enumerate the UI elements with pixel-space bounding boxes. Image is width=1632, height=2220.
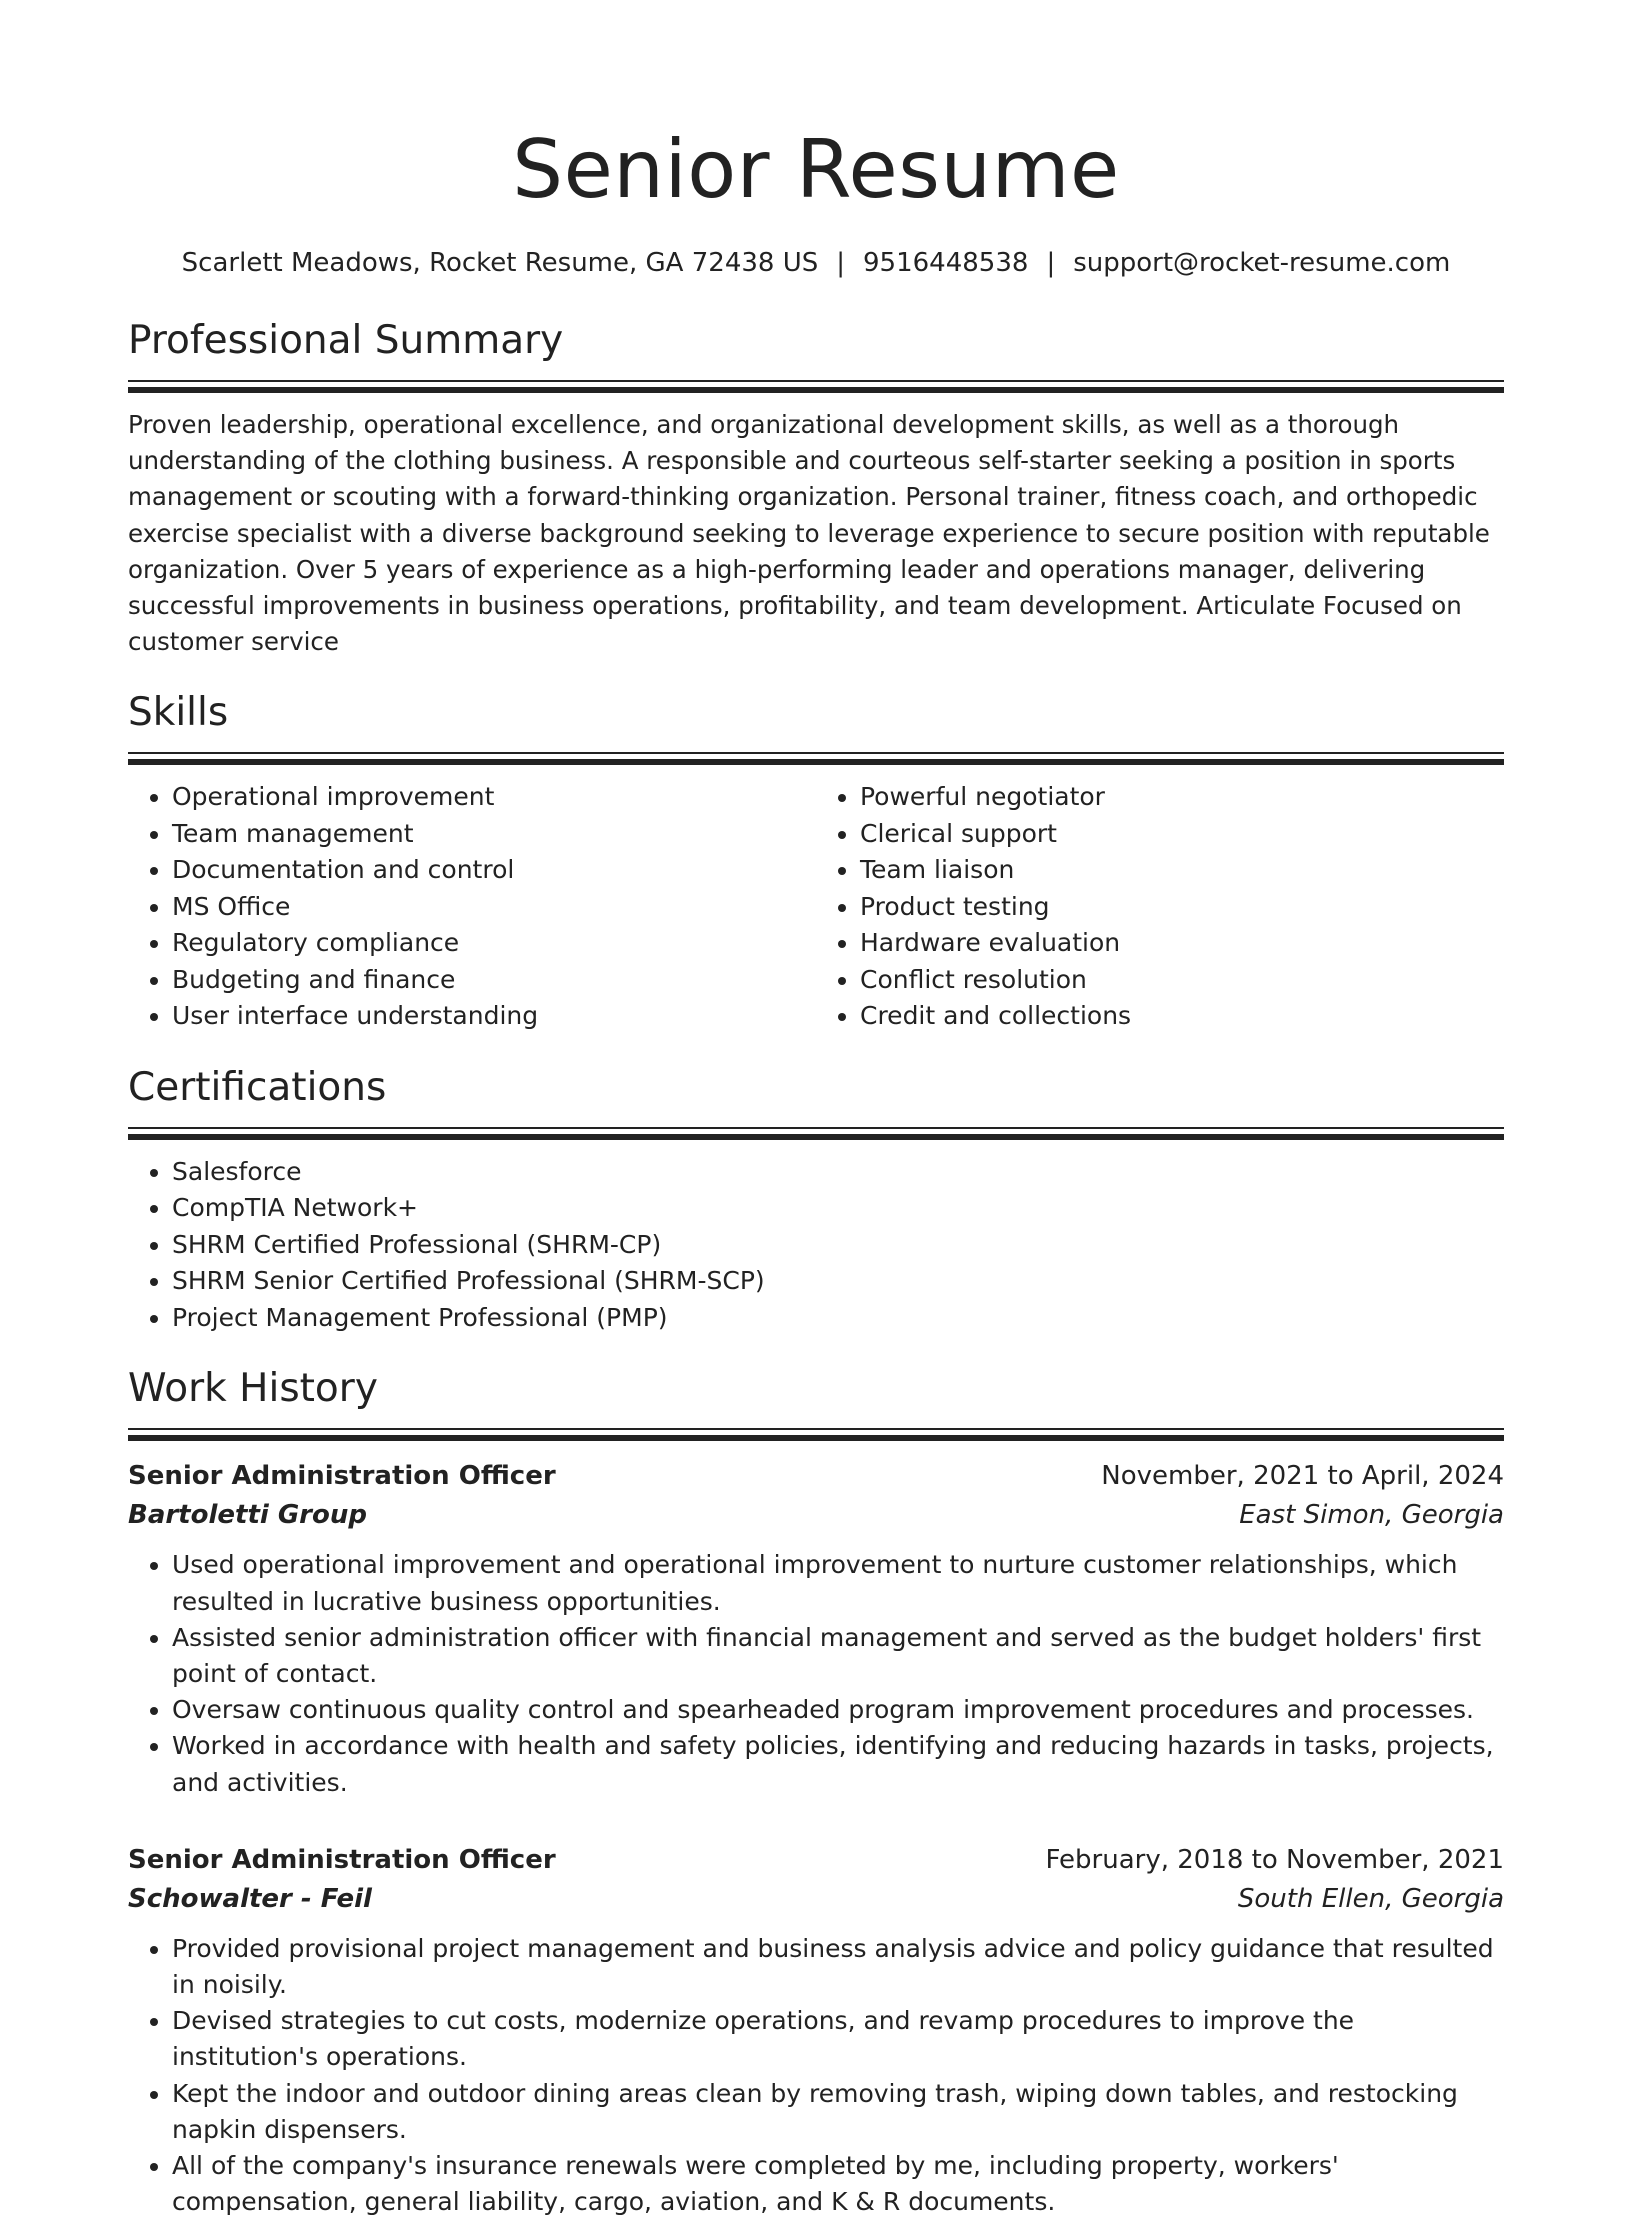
skill-item: • Hardware evaluation [860, 925, 1504, 962]
contact-email: support@rocket-resume.com [1073, 248, 1451, 278]
job-bullet: • Provided provisional project management and business analysis advice and policy guidance that resulted in noisily. [172, 1931, 1504, 2003]
certifications-list [128, 1154, 1504, 1337]
job-bullet: • Assisted senior administration officer with financial management and served as the budget holders' first point of contact. [172, 1620, 1504, 1692]
skill-item: • Budgeting and finance [172, 962, 816, 999]
job-bullet: • Kept the indoor and outdoor dining areas clean by removing trash, wiping down tables, and restocking napkin dispensers. [172, 2076, 1504, 2148]
job-entry [128, 1841, 1504, 2220]
skill-item: • Product testing [860, 889, 1504, 926]
job-bullet: • Worked in accordance with health and safety policies, identifying and reducing hazards in tasks, projects, and activities. [172, 1728, 1504, 1800]
skills-list-left [128, 779, 816, 1035]
contact-separator: | [836, 248, 846, 278]
contact-address: Scarlett Meadows, Rocket Resume, GA 72438 US [181, 248, 819, 278]
certification-item: • SHRM Certified Professional (SHRM-CP) [172, 1227, 1504, 1264]
summary-section [128, 316, 1504, 660]
summary-text: Proven leadership, operational excellence, and organizational development skills, as well as a thorough understanding of the clothing business. A responsible and courteous self-starter seeking a position in sports management or scouting with a forward-thinking organization. Personal trainer, fitness coach, and orthopedic exercise specialist with a diverse background seeking to leverage experience to secure position with reputable organization. Over 5 years of experience as a high-performing leader and operations manager, delivering successful improvements in business operations, profitability, and team development. Articulate Focused on customer service [128, 410, 1490, 657]
skill-item: • Clerical support [860, 816, 1504, 853]
contact-line [128, 246, 1504, 280]
certification-item: • Salesforce [172, 1154, 1504, 1191]
certifications-section [128, 1063, 1504, 1337]
skill-item: • MS Office [172, 889, 816, 926]
contact-phone: 9516448538 [863, 248, 1029, 278]
section-divider [128, 1428, 1504, 1441]
job-header [128, 1457, 1504, 1495]
skill-item: • Documentation and control [172, 852, 816, 889]
section-divider [128, 752, 1504, 765]
certification-item: • SHRM Senior Certified Professional (SHRM-SCP) [172, 1263, 1504, 1300]
job-dates: February, 2018 to November, 2021 [1045, 1844, 1504, 1875]
job-company: Schowalter - Feil [128, 1883, 372, 1914]
section-heading: Skills [128, 690, 229, 736]
resume-title: Senior Resume [512, 123, 1120, 216]
skill-item: • Team management [172, 816, 816, 853]
skills-list-right [816, 779, 1504, 1035]
job-bullets [128, 1547, 1504, 1800]
section-heading: Certifications [128, 1064, 387, 1110]
job-bullet: • All of the company's insurance renewals were completed by me, including property, workers' compensation, general liability, cargo, aviation, and K & R documents. [172, 2148, 1504, 2220]
skill-item: • Operational improvement [172, 779, 816, 816]
skill-item: • Credit and collections [860, 998, 1504, 1035]
job-subheader [128, 1879, 1504, 1919]
skill-item: • User interface understanding [172, 998, 816, 1035]
certification-item: • Project Management Professional (PMP) [172, 1300, 1504, 1337]
job-company: Bartoletti Group [128, 1500, 367, 1531]
job-entry [128, 1457, 1504, 1800]
skill-item: • Powerful negotiator [860, 779, 1504, 816]
job-subheader [128, 1495, 1504, 1535]
section-divider [128, 380, 1504, 393]
work-history-section [128, 1364, 1504, 2220]
job-bullet: • Used operational improvement and operational improvement to nurture customer relationships, which resulted in lucrative business opportunities. [172, 1547, 1504, 1619]
job-header [128, 1841, 1504, 1879]
job-location: East Simon, Georgia [1239, 1500, 1504, 1531]
job-bullet: • Devised strategies to cut costs, modernize operations, and revamp procedures to improve the institution's operations. [172, 2003, 1504, 2075]
certification-item: • CompTIA Network+ [172, 1190, 1504, 1227]
skills-columns [128, 779, 1504, 1035]
job-title: Senior Administration Officer [128, 1844, 556, 1875]
job-bullets [128, 1931, 1504, 2220]
job-dates: November, 2021 to April, 2024 [1101, 1461, 1504, 1492]
section-divider [128, 1127, 1504, 1140]
skill-item: • Conflict resolution [860, 962, 1504, 999]
section-heading: Work History [128, 1366, 378, 1412]
skill-item: • Team liaison [860, 852, 1504, 889]
section-heading: Professional Summary [128, 318, 564, 363]
job-location: South Ellen, Georgia [1237, 1883, 1504, 1914]
skill-item: • Regulatory compliance [172, 925, 816, 962]
job-title: Senior Administration Officer [128, 1461, 556, 1492]
job-bullet: • Oversaw continuous quality control and spearheaded program improvement procedures and processes. [172, 1692, 1504, 1728]
skills-section [128, 688, 1504, 1035]
contact-separator: | [1046, 248, 1056, 278]
